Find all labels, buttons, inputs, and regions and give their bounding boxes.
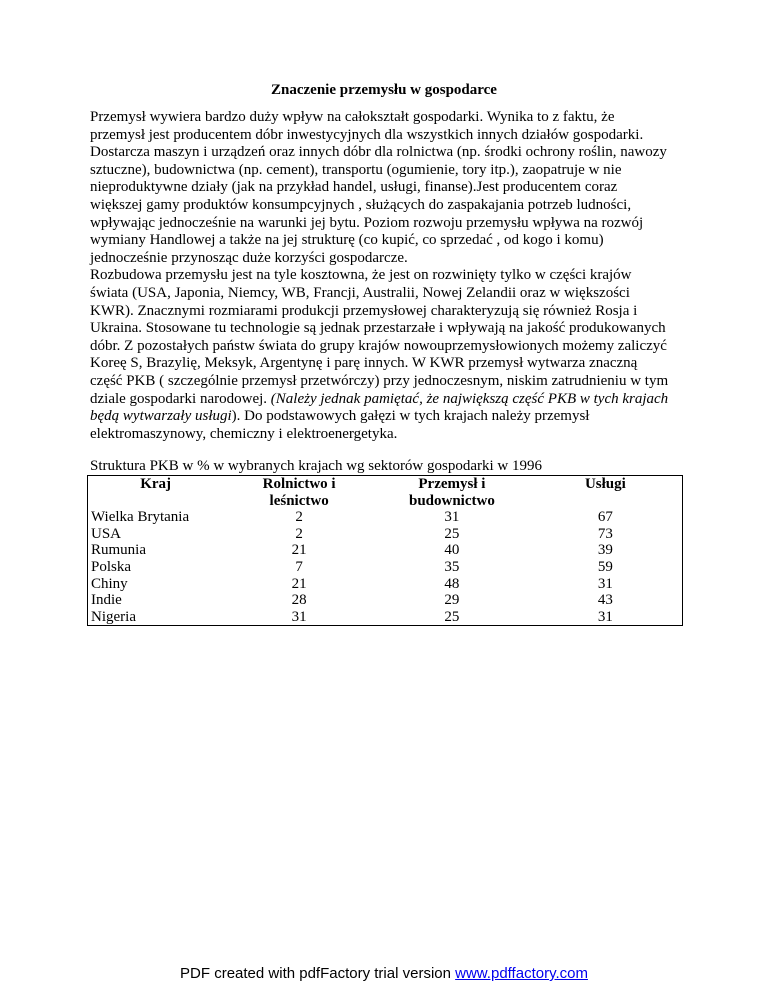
agriculture-cell: 2	[295, 525, 303, 542]
paragraph-industry-role: Przemysł wywiera bardzo duży wpływ na całokształt gospodarki. Wynika to z faktu, że przemysł jest producentem dóbr inwestycyjnych dla wszystkich innych działów gospodarki. Dostarcza maszyn i urządzeń oraz innych dóbr dla rolnictwa (np. środki ochrony roślin, nawozy sztuczne), budownictwa (np. cement), transportu (ogumienie, tory itp.), zaopatruje w nie nieproduktywne działy (jak na przykład handel, usługi, finanse).Jest producentem coraz większej gamy produktów konsumpcyjnych , służących do zaspakajania potrzeb ludności, wpływając jednocześnie na warunki jej bytu. Poziom rozwoju przemysłu wpływa na rozwój wymiany Handlowej a także na jej strukturę (co kupić, co sprzedać , od kogo i komu) jednocześnie przynosząc duże korzyści gospodarcze.	[90, 109, 667, 266]
header-industry-line2: budownictwo	[408, 492, 495, 509]
footer-text: PDF created with pdfFactory trial version	[180, 965, 456, 982]
table-row	[88, 509, 683, 526]
table-row	[88, 559, 683, 576]
paragraph-text-end: Do podstawowych gałęzi w tych krajach należy przemysł elektromaszynowy, chemiczny i elektroenergetyka.	[90, 408, 590, 442]
country-cell: USA	[91, 525, 122, 542]
document-body	[90, 109, 670, 443]
pkb-structure-table	[87, 475, 683, 626]
industry-cell: 35	[444, 558, 460, 575]
services-cell: 73	[597, 525, 613, 542]
industry-cell: 40	[444, 542, 460, 559]
paragraph-text: Rozbudowa przemysłu jest na tyle kosztowna, że jest on rozwinięty tylko w części krajów świata (USA, Japonia, Niemcy, WB, Francji, Australii, Nowej Zelandii oraz w większości KWR). Znacznymi rozmiarami produkcji przemysłowej charakteryzują się również Rosja i Ukraina. Stosowane tu technologie są jednak przestarzałe i wpływają na jakość produkowanych dóbr. Z pozostałych państw świata do grupy krajów nowouprzemysłowionych możemy zaliczyć Koreę S, Brazylię, Meksyk, Argentynę i parę innych. W KWR przemysł wytwarza znaczną część PKB ( szczególnie przemysł przetwórczy) przy jednoczesnym, niskim zatrudnieniu w tym dziale gospodarki narodowej.	[90, 267, 669, 407]
country-cell: Indie	[91, 592, 122, 609]
services-cell: 67	[597, 509, 613, 526]
services-cell: 39	[597, 542, 613, 559]
agriculture-cell: 2	[295, 509, 303, 526]
italic-note: (Należy jednak pamiętać, że największą część PKB w tych krajach będą wytwarzały usługi	[90, 390, 669, 425]
country-cell: Chiny	[91, 575, 128, 592]
header-industry-line1: Przemysł i	[418, 476, 486, 492]
agriculture-cell: 7	[295, 558, 303, 575]
header-agriculture-line1: Rolnictwo i	[262, 476, 336, 492]
header-agriculture	[223, 476, 375, 510]
country-cell: Wielka Brytania	[91, 509, 190, 526]
paragraph-industry-distribution	[90, 267, 670, 443]
industry-cell: 25	[444, 525, 460, 542]
table-header-row	[88, 476, 683, 510]
table-row	[88, 542, 683, 559]
table-row	[88, 526, 683, 543]
table-body	[88, 509, 683, 626]
header-industry	[375, 476, 529, 510]
agriculture-cell: 31	[291, 608, 307, 625]
italic-note-close: ).	[231, 408, 241, 425]
industry-cell: 48	[444, 575, 460, 592]
header-services: Usługi	[584, 476, 626, 492]
table-row	[88, 592, 683, 609]
header-country: Kraj	[140, 476, 172, 492]
services-cell: 59	[597, 558, 613, 575]
header-agriculture-line2: leśnictwo	[269, 492, 329, 509]
industry-cell: 31	[444, 509, 460, 526]
agriculture-cell: 21	[291, 575, 307, 592]
country-cell: Polska	[91, 558, 132, 575]
agriculture-cell: 21	[291, 542, 307, 559]
services-cell: 31	[597, 575, 613, 592]
services-cell: 43	[597, 592, 613, 609]
country-cell: Rumunia	[91, 542, 146, 559]
industry-cell: 29	[444, 592, 460, 609]
document-title: Znaczenie przemysłu w gospodarce	[271, 82, 497, 98]
agriculture-cell: 28	[291, 592, 307, 609]
pdf-footer	[0, 965, 768, 982]
table-row	[88, 609, 683, 626]
table-row	[88, 576, 683, 593]
pdffactory-link[interactable]: www.pdffactory.com	[455, 965, 588, 982]
country-cell: Nigeria	[91, 608, 136, 625]
table-caption: Struktura PKB w % w wybranych krajach wg sektorów gospodarki w 1996	[90, 458, 543, 474]
services-cell: 31	[597, 608, 613, 625]
industry-cell: 25	[444, 608, 460, 625]
